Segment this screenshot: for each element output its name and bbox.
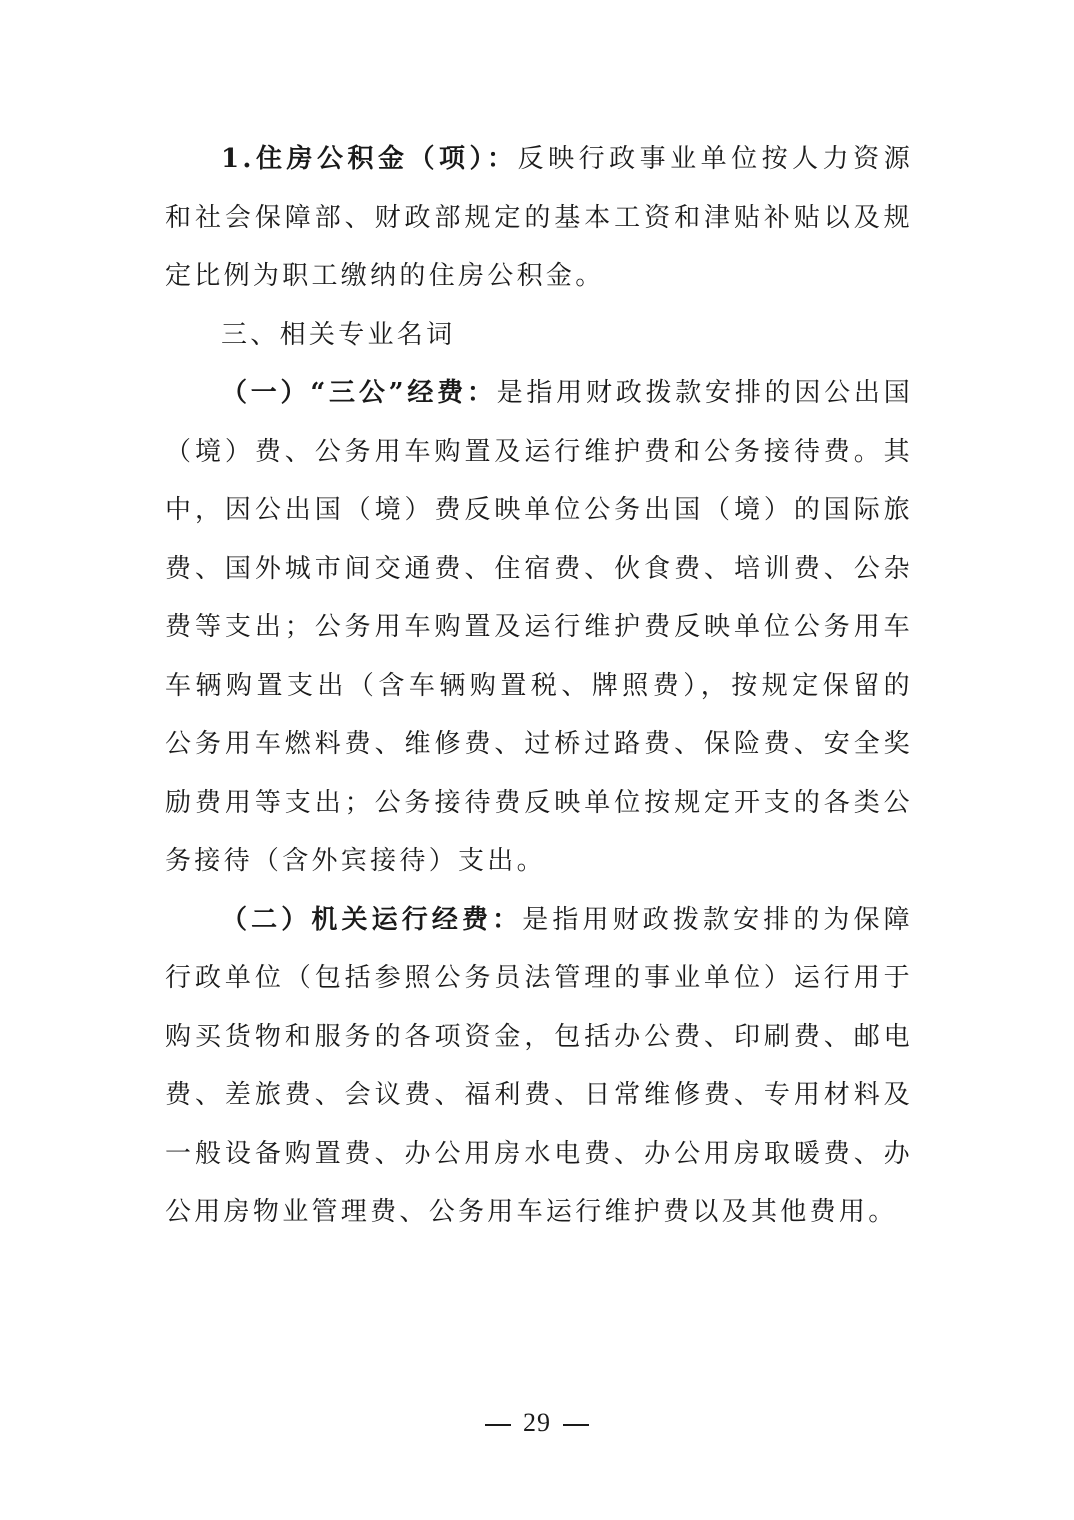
section-heading-text: 三、相关专业名词 (221, 319, 456, 350)
paragraph-body: 是指用财政拨款安排的为保障行政单位（包括参照公务员法管理的事业单位）运行用于购买货物和服务的各项资金，包括办公费、印刷费、邮电费、差旅费、会议费、福利费、日常维修费、专用材料及一般设备购置费、办公用房水电费、办公用房取暖费、办公用房物业管理费、公务用车运行维护费以及其他费用。 (165, 904, 913, 1227)
paragraph-lead: （二）机关运行经费： (221, 904, 523, 935)
paragraph-lead: （一）“三公”经费： (221, 378, 497, 408)
paragraph-body: 是指用财政拨款安排的因公出国（境）费、公务用车购置及运行维护费和公务接待费。其中，因公出国（境）费反映单位公务出国（境）的国际旅费、国外城市间交通费、住宿费、伙食费、培训费、公杂费等支出；公务用车购置及运行维护费反映单位公务用车车辆购置支出（含车辆购置税、牌照费），按规定保留的公务用车燃料费、维修费、过桥过路费、保险费、安全奖励费用等支出；公务接待费反映单位按规定开支的各类公务接待（含外宾接待）支出。 (165, 378, 913, 876)
paragraph-body: 反映行政事业单位按人力资源和社会保障部、财政部规定的基本工资和津贴补贴以及规定比例为职工缴纳的住房公积金。 (165, 144, 913, 291)
paragraph-three-public (165, 364, 913, 891)
dash-left (485, 1424, 511, 1426)
paragraph-lead: 1.住房公积金（项）： (221, 144, 518, 174)
body-text (165, 130, 913, 1242)
page-number (0, 1408, 1074, 1438)
dash-right (563, 1424, 589, 1426)
page-number-text: 29 (523, 1408, 551, 1437)
paragraph-housing-fund (165, 130, 913, 306)
section-heading (165, 306, 913, 365)
paragraph-operating-funds (165, 891, 913, 1242)
